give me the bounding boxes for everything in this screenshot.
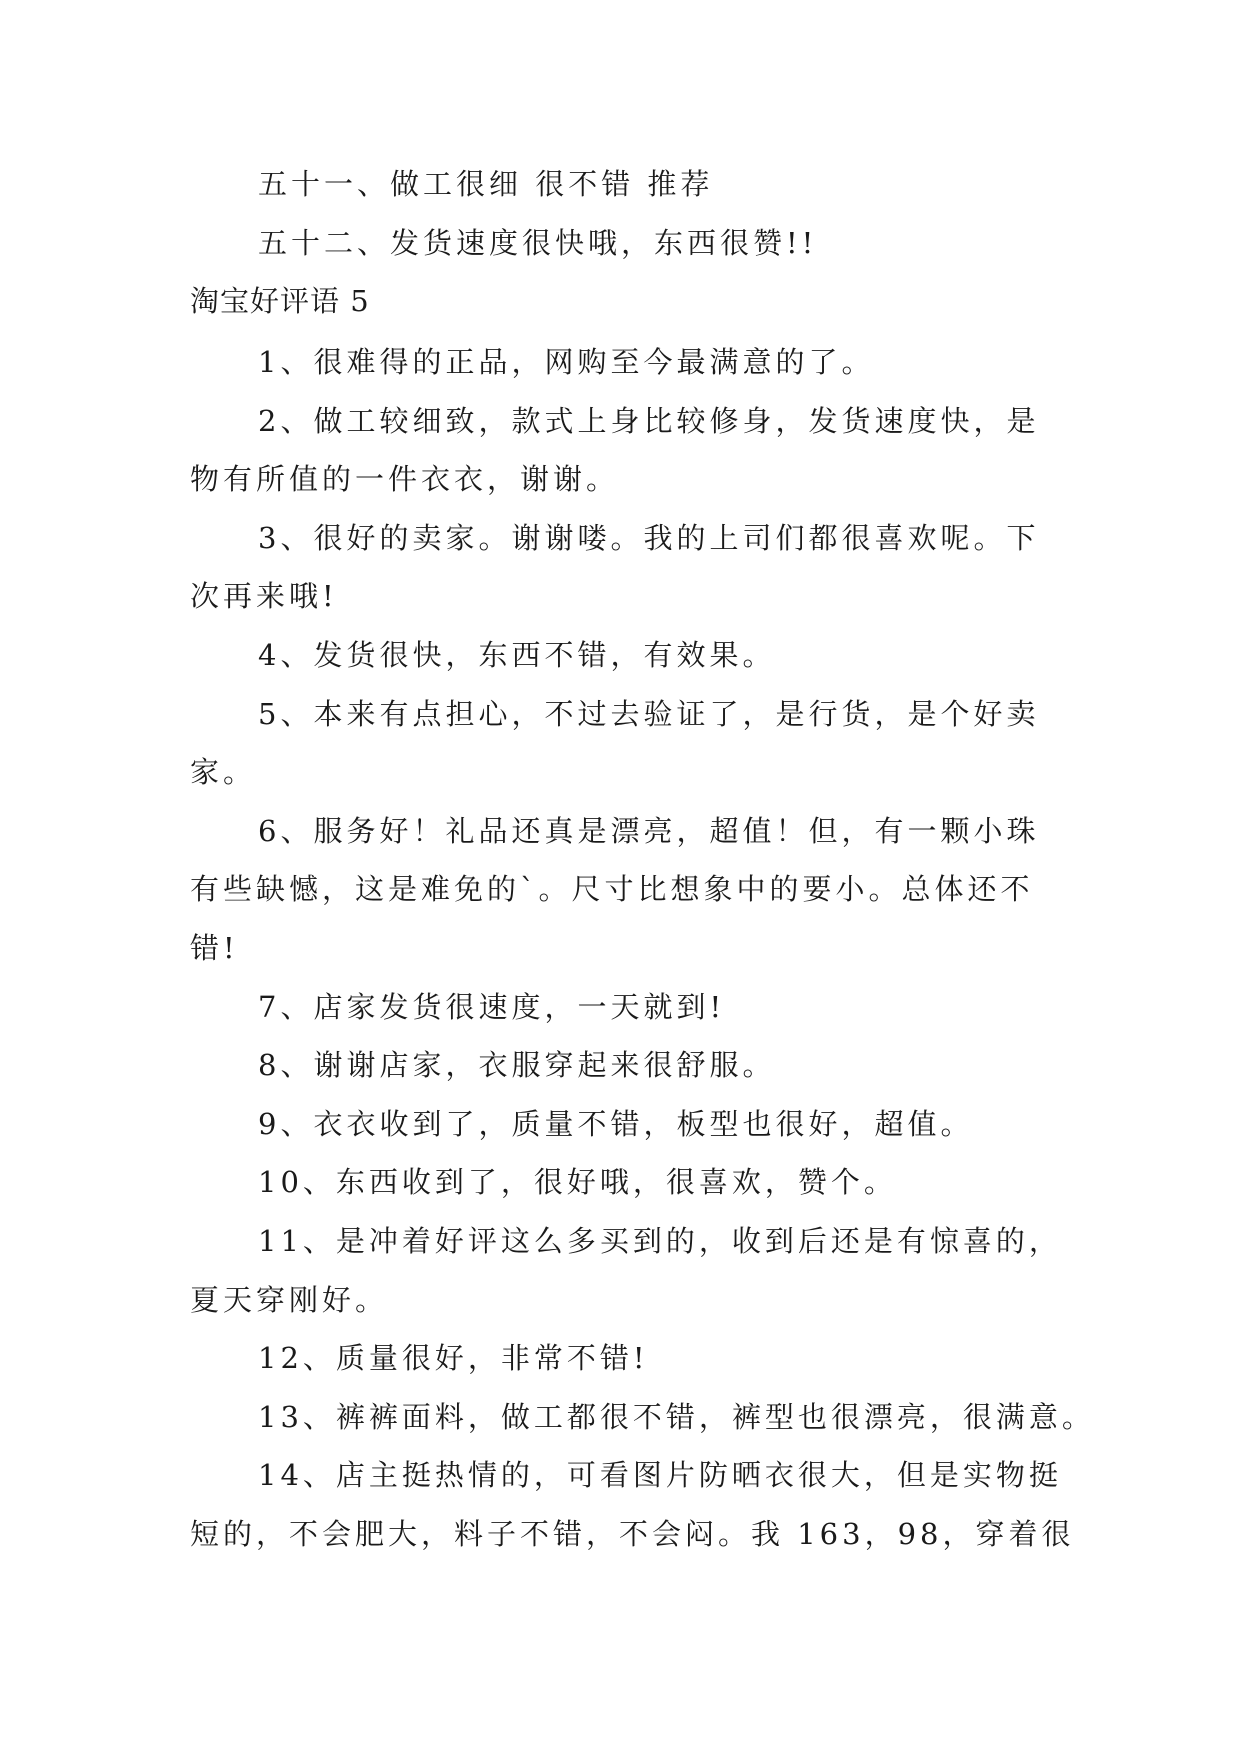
text-line: 4、发货很快，东西不错，有效果。	[258, 638, 776, 672]
text-line: 3、很好的卖家。谢谢喽。我的上司们都很喜欢呢。下	[258, 521, 1040, 555]
text-line: 家。	[190, 755, 257, 789]
text-line: 10、东西收到了，很好哦，很喜欢，赞个。	[258, 1165, 897, 1199]
text-line: 1、很难得的正品，网购至今最满意的了。	[258, 345, 875, 379]
text-line: 错!	[190, 931, 239, 965]
text-line: 有些缺憾，这是难免的`。尺寸比想象中的要小。总体还不	[190, 872, 1034, 906]
text-line: 五十一、做工很细 很不错 推荐	[258, 167, 714, 201]
text-line: 7、店家发货很速度，一天就到!	[258, 990, 726, 1024]
text-line: 次再来哦!	[190, 579, 338, 613]
text-line: 短的，不会肥大，料子不错，不会闷。我 163，98，穿着很	[190, 1517, 1075, 1551]
text-line: 12、质量很好，非常不错!	[258, 1341, 649, 1375]
text-line: 14、店主挺热情的，可看图片防晒衣很大，但是实物挺	[258, 1458, 1062, 1492]
text-line: 6、服务好！礼品还真是漂亮，超值！但，有一颗小珠	[258, 814, 1040, 848]
text-line: 9、衣衣收到了，质量不错，板型也很好，超值。	[258, 1107, 974, 1141]
section-heading: 淘宝好评语 5	[190, 284, 370, 318]
text-line: 5、本来有点担心，不过去验证了，是行货，是个好卖	[258, 697, 1040, 731]
text-line: 13、裤裤面料，做工都很不错，裤型也很漂亮，很满意。	[258, 1400, 1095, 1434]
text-line: 8、谢谢店家，衣服穿起来很舒服。	[258, 1048, 776, 1082]
text-line: 夏天穿刚好。	[190, 1283, 389, 1317]
text-line: 五十二、发货速度很快哦，东西很赞!!	[258, 226, 818, 260]
text-line: 2、做工较细致，款式上身比较修身，发货速度快，是	[258, 404, 1040, 438]
text-line: 11、是冲着好评这么多买到的，收到后还是有惊喜的，	[258, 1224, 1062, 1258]
text-line: 物有所值的一件衣衣，谢谢。	[190, 462, 620, 496]
